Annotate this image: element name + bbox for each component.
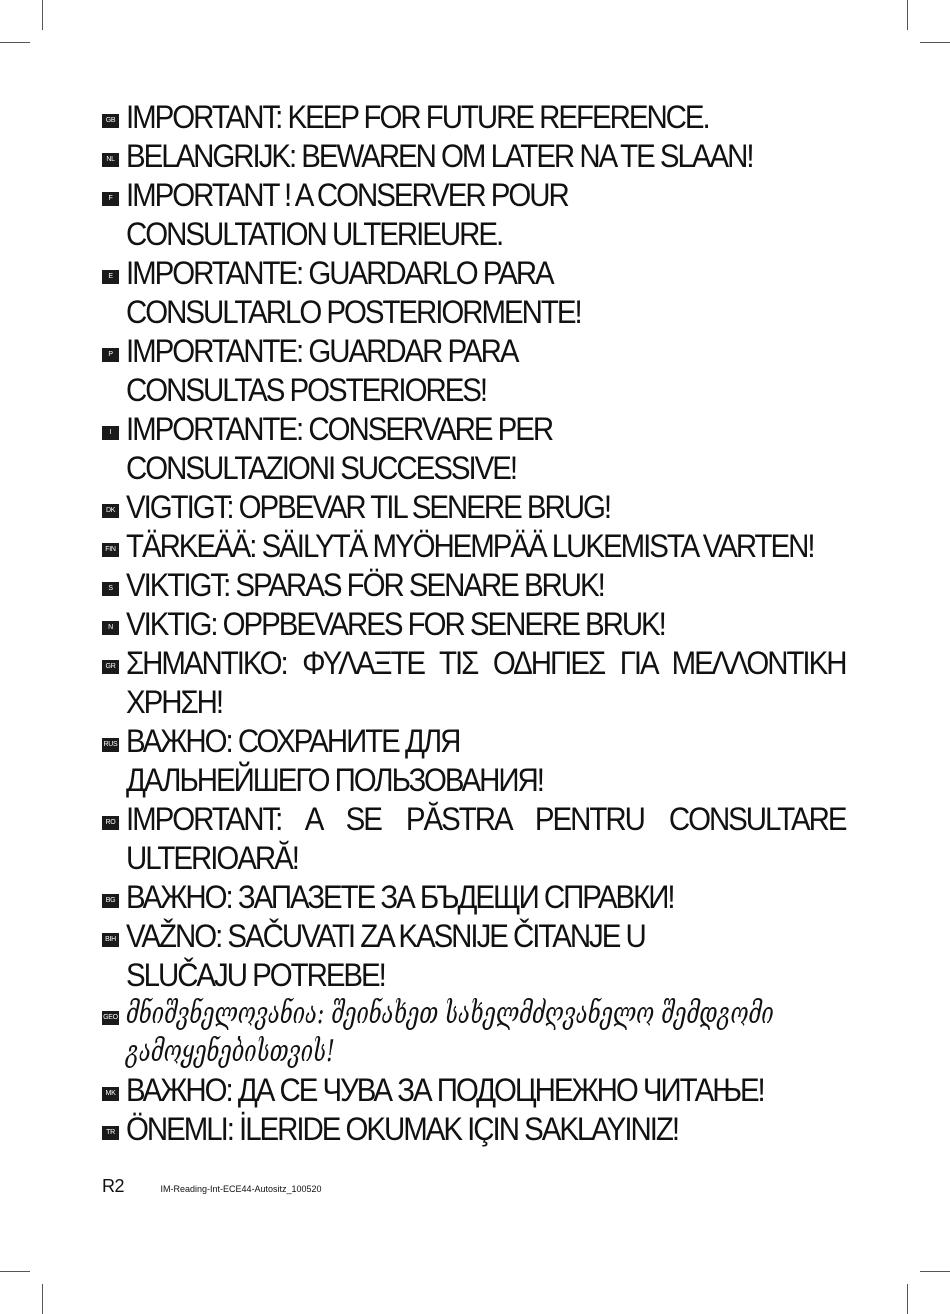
warning-text: IMPORTANTE: GUARDARLO PARA CONSULTARLO POSTERIORMENTE! — [126, 255, 581, 330]
language-badge: F — [102, 192, 119, 206]
crop-mark — [0, 42, 30, 43]
crop-mark — [42, 0, 43, 30]
document-id: IM-Reading-Int-ECE44-Autositz_100520 — [160, 1184, 322, 1194]
language-badge: NL — [102, 153, 119, 167]
warning-entry-p — [102, 332, 822, 410]
warning-entry-gr — [102, 644, 846, 722]
language-badge: N — [102, 621, 119, 635]
warning-text: IMPORTANTE: CONSERVARE PER CONSULTAZIONI SUCCESSIVE! — [126, 411, 553, 486]
warning-entry-e — [102, 254, 822, 332]
language-badge: MK — [102, 1087, 119, 1101]
warning-entry-n — [102, 605, 822, 644]
warning-text: ÖNEMLI: İLERIDE OKUMAK IÇIN SAKLAYINIZ! — [126, 1111, 678, 1147]
warning-entry-geo — [102, 995, 822, 1071]
language-badge: GB — [102, 114, 119, 128]
language-badge: FIN — [102, 543, 119, 557]
warning-text: VIGTIGT: OPBEVAR TIL SENERE BRUG! — [126, 489, 610, 525]
language-badge: S — [102, 582, 119, 596]
warning-text: VIKTIGT: SPARAS FÖR SENARE BRUK! — [126, 567, 604, 603]
warning-text: მნიშვნელოვანია: შეინახეთ სახელმძღვანელო შემდგომი გამოყენებისთვის! — [126, 996, 774, 1069]
language-badge: BG — [102, 894, 119, 908]
warning-entry-mk — [102, 1071, 822, 1110]
crop-mark — [42, 1284, 43, 1314]
warning-text: TÄRKEÄÄ: SÄILYTÄ MYÖHEMPÄÄ LUKEMISTA VARTEN! — [126, 528, 814, 564]
warning-entry-s — [102, 566, 822, 605]
warning-entry-nl — [102, 137, 822, 176]
warning-text: IMPORTANT ! A CONSERVER POUR CONSULTATION ULTERIEURE. — [126, 177, 568, 252]
warning-entry-i — [102, 410, 822, 488]
warning-entry-ro — [102, 800, 846, 878]
warning-entry-gb — [102, 98, 822, 137]
language-badge: RO — [102, 816, 119, 830]
language-badge: P — [102, 348, 119, 362]
language-badge: I — [102, 426, 119, 440]
warning-text: ВАЖНО: СОХРАНИТЕ ДЛЯ ДАЛЬНЕЙШЕГО ПОЛЬЗОВАНИЯ! — [126, 723, 543, 798]
warning-entry-dk — [102, 488, 822, 527]
warning-entry-tr — [102, 1110, 822, 1149]
crop-mark — [907, 0, 908, 30]
warning-text: VAŽNO: SAČUVATI ZA KASNIJE ČITANJE U SLUČAJU POTREBE! — [126, 918, 645, 993]
warning-text: ВАЖНО: ЗАПАЗЕТЕ ЗА БЪДЕЩИ СПРАВКИ! — [126, 879, 674, 915]
language-badge: BIH — [102, 933, 119, 947]
warning-text: ΣΗΜΑΝΤΙΚΟ: ΦΥΛΑΞΤΕ ΤΙΣ ΟΔΗΓΙΕΣ ΓΙΑ ΜΕΛΛΟΝΤΙΚΗ ΧΡΗΣΗ! — [126, 645, 846, 720]
crop-mark — [920, 42, 950, 43]
warning-text: IMPORTANTE: GUARDAR PARA CONSULTAS POSTERIORES! — [126, 333, 516, 408]
language-badge: GR — [102, 660, 119, 674]
warning-entry-fin — [102, 527, 822, 566]
language-badge: DK — [102, 504, 119, 518]
crop-mark — [920, 1271, 950, 1272]
warning-text: IMPORTANT: KEEP FOR FUTURE REFERENCE. — [126, 99, 709, 135]
language-badge: TR — [102, 1126, 119, 1140]
warning-entry-bg — [102, 878, 822, 917]
warning-entry-bih — [102, 917, 822, 995]
warning-entry-rus — [102, 722, 822, 800]
warning-text: IMPORTANT: A SE PĂSTRA PENTRU CONSULTARE ULTERIOARĂ! — [126, 801, 846, 876]
crop-mark — [907, 1284, 908, 1314]
warning-list — [102, 98, 846, 1149]
crop-mark — [0, 1271, 30, 1272]
warning-text: VIKTIG: OPPBEVARES FOR SENERE BRUK! — [126, 606, 665, 642]
language-badge: E — [102, 270, 119, 284]
warning-entry-f — [102, 176, 822, 254]
page-number: R2 — [102, 1176, 125, 1196]
page-footer — [102, 1176, 322, 1197]
warning-text: ВАЖНО: ДА СЕ ЧУВА ЗА ПОДОЦНЕЖНО ЧИТАЊЕ! — [126, 1072, 764, 1108]
language-badge: RUS — [102, 738, 119, 752]
warning-text: BELANGRIJK: BEWAREN OM LATER NA TE SLAAN! — [126, 138, 753, 174]
language-badge: GEO — [102, 1011, 119, 1025]
